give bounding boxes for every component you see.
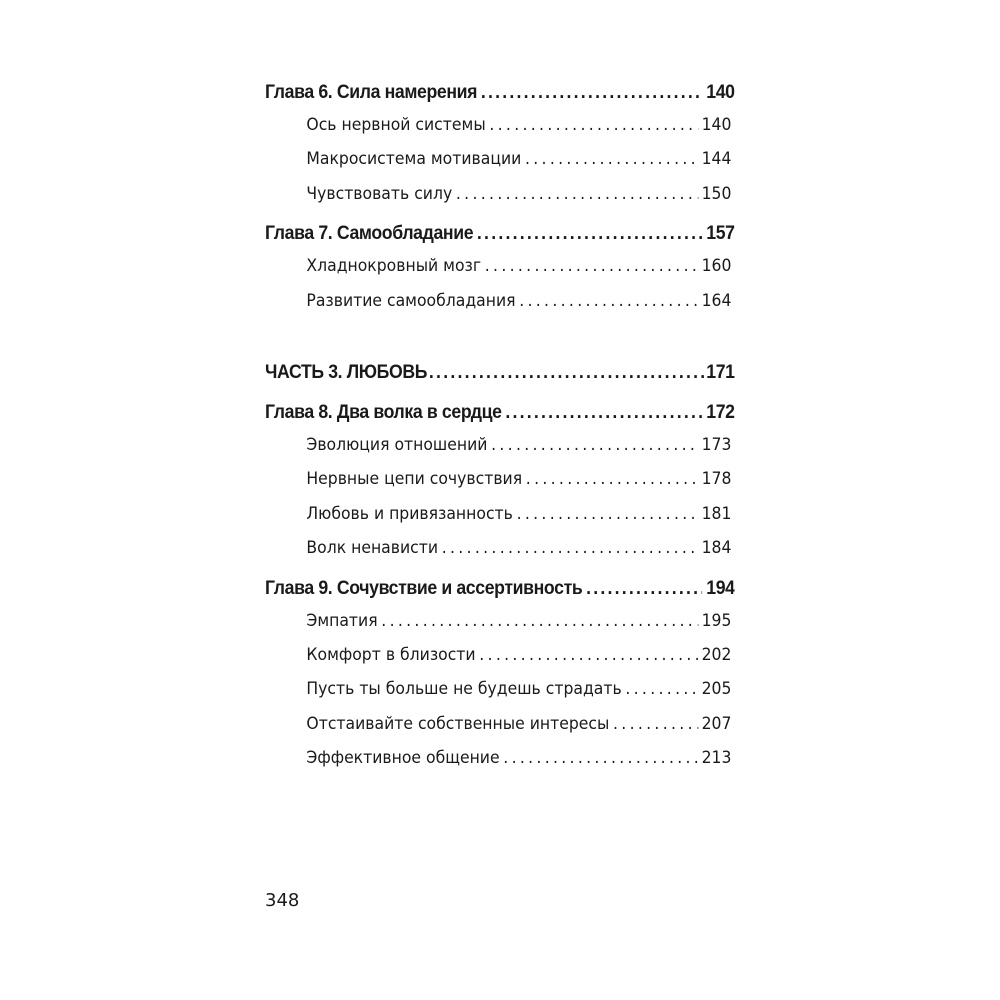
dot-leader: [456, 177, 698, 211]
toc-section[interactable]: [265, 142, 731, 176]
section-title: Отстаивайте собственные интересы: [306, 713, 610, 734]
toc-section[interactable]: [265, 428, 731, 462]
section-title: Любовь и привязанность: [306, 503, 513, 524]
dot-leader: [525, 142, 698, 176]
toc-section[interactable]: [265, 604, 731, 638]
table-of-contents: [265, 78, 735, 775]
page-number: 172: [706, 401, 735, 423]
toc-part-3[interactable]: [265, 358, 735, 388]
page-number: 181: [701, 503, 732, 524]
toc-section[interactable]: [265, 672, 731, 706]
toc-section[interactable]: [265, 284, 731, 318]
part-title: ЧАСТЬ 3. ЛЮБОВЬ: [265, 361, 428, 383]
dot-leader: [429, 358, 704, 388]
page-number: 178: [701, 469, 732, 490]
dot-leader: [625, 672, 698, 706]
dot-leader: [381, 604, 698, 638]
page-number: 160: [701, 256, 732, 277]
page-number: 184: [701, 538, 732, 559]
dot-leader: [477, 219, 703, 249]
dot-leader: [586, 574, 702, 604]
dot-leader: [481, 78, 703, 108]
page-number: 144: [701, 149, 732, 170]
page-folio: 348: [265, 890, 300, 911]
chapter-title: Глава 6. Сила намерения: [265, 82, 478, 103]
toc-section[interactable]: [265, 249, 731, 283]
page-number: 194: [706, 577, 735, 599]
dot-leader: [526, 462, 698, 496]
page-number: 207: [701, 713, 732, 734]
section-title: Развитие самообладания: [306, 290, 516, 311]
page-number: 164: [701, 290, 732, 311]
dot-leader: [519, 284, 698, 318]
dot-leader: [491, 428, 698, 462]
section-title: Макросистема мотивации: [306, 149, 522, 170]
toc-section[interactable]: [265, 497, 731, 531]
section-title: Эволюция отношений: [306, 434, 488, 455]
page-number: 171: [706, 361, 735, 383]
dot-leader: [442, 531, 698, 565]
spacer: [265, 318, 735, 358]
section-title: Хладнокровный мозг: [306, 256, 482, 277]
toc-chapter-8[interactable]: [265, 398, 735, 428]
page-number: 173: [701, 434, 732, 455]
dot-leader: [517, 497, 698, 531]
chapter-title: Глава 7. Самообладание: [265, 223, 474, 245]
toc-section[interactable]: [265, 707, 731, 741]
section-title: Чувствовать силу: [306, 183, 453, 204]
section-title: Эмпатия: [306, 610, 378, 631]
page-number: 202: [701, 644, 732, 665]
section-title: Комфорт в близости: [306, 644, 476, 665]
page-number: 140: [706, 82, 735, 103]
section-title: Эффективное общение: [306, 748, 500, 769]
toc-chapter-9[interactable]: [265, 574, 735, 604]
chapter-title: Глава 8. Два волка в сердце: [265, 401, 502, 423]
spacer: [265, 566, 735, 574]
page-number: 140: [701, 115, 732, 135]
toc-section[interactable]: [265, 741, 731, 775]
dot-leader: [489, 108, 698, 142]
toc-section[interactable]: [265, 177, 731, 211]
section-title: Волк ненависти: [306, 538, 439, 559]
dot-leader: [505, 398, 702, 428]
spacer: [265, 388, 735, 398]
page-number: 195: [701, 610, 732, 631]
dot-leader: [503, 741, 698, 775]
page-number: 150: [701, 183, 732, 204]
dot-leader: [479, 638, 698, 672]
toc-section[interactable]: [265, 462, 731, 496]
spacer: [265, 211, 735, 219]
dot-leader: [613, 707, 698, 741]
toc-section[interactable]: [265, 531, 731, 565]
page-number: 205: [701, 679, 732, 700]
dot-leader: [485, 249, 698, 283]
section-title: Пусть ты больше не будешь страдать: [306, 679, 622, 700]
chapter-title: Глава 9. Сочувствие и ассертивность: [265, 577, 583, 599]
section-title: Ось нервной системы: [306, 115, 486, 135]
toc-chapter-7[interactable]: [265, 219, 735, 249]
toc-section[interactable]: [265, 638, 731, 672]
toc-section[interactable]: [265, 108, 731, 142]
section-title: Нервные цепи сочувствия: [306, 469, 523, 490]
page-number: 157: [706, 223, 735, 245]
toc-chapter-6[interactable]: [265, 78, 735, 108]
page-number: 213: [701, 748, 732, 769]
